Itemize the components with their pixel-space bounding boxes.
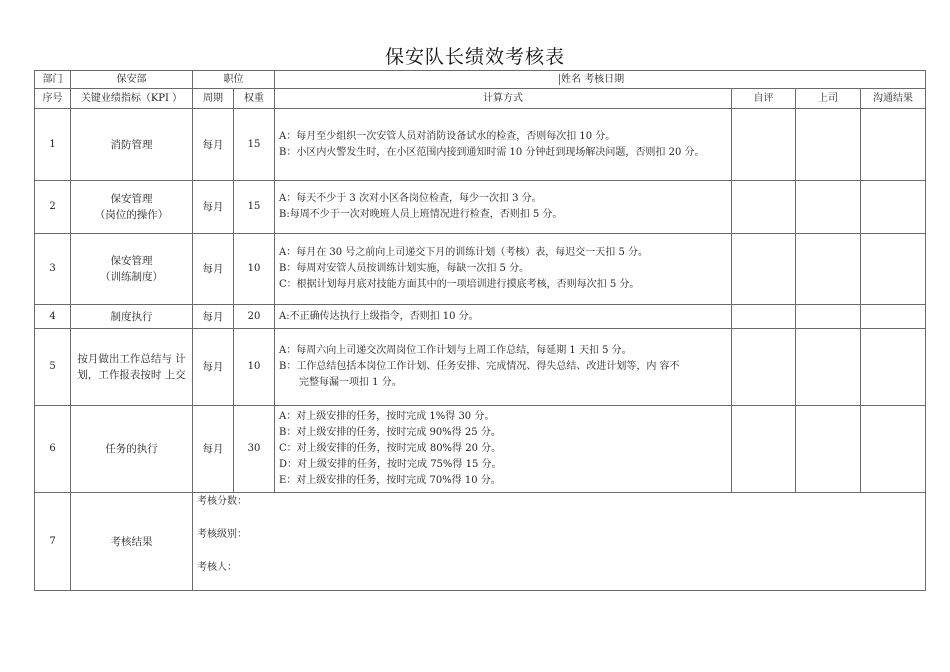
method-line: B：对上级安排的任务，按时完成 90%得 25 分。 [279,427,501,438]
header-kpi: 关键业绩指标（KPI ） [71,89,193,109]
row-seq: 6 [35,406,71,493]
row-seq: 3 [35,234,71,305]
level-field[interactable]: 考核级别： [197,529,247,540]
boss-score-cell[interactable] [796,181,861,234]
result-cell[interactable] [861,329,926,406]
method-line: A：每周六向上司递交次周岗位工作计划与上周工作总结，每延期 1 天扣 5 分。 [279,345,632,356]
table-row [35,181,926,234]
self-score-cell[interactable] [732,181,796,234]
result-cell[interactable] [861,109,926,181]
method-line: A：每月在 30 号之前向上司递交下月的训练计划（考核）表，每迟交一天扣 5 分。 [279,247,649,258]
result-cell[interactable] [861,305,926,329]
self-score-cell[interactable] [732,234,796,305]
method-line: A:不正确传达执行上级指令，否则扣 10 分。 [279,310,479,322]
method-line: B：工作总结包括本岗位工作计划、任务安排、完成情况、得失总结、改进计划等，内 容不 [279,361,680,372]
summary-row [35,493,926,591]
row-weight: 10 [234,234,275,305]
row-weight: 20 [234,305,275,329]
row-kpi: 消防管理 [71,109,193,181]
method-line: 完整每漏一项扣 1 分。 [299,377,402,388]
row-kpi: 保安管理 （训练制度） [71,234,193,305]
reviewer-field[interactable]: 考核人： [197,562,237,573]
kpi-table [34,70,926,591]
summary-label: 考核结果 [71,493,193,591]
method-line: E：对上级安排的任务，按时完成 70%得 10 分。 [279,475,501,486]
boss-score-cell[interactable] [796,329,861,406]
method-line: C：根据计划每月底对技能方面其中的一项培训进行摸底考核，否则每次扣 5 分。 [279,279,640,290]
boss-score-cell[interactable] [796,406,861,493]
row-method [275,305,732,329]
boss-score-cell[interactable] [796,234,861,305]
header-result: 沟通结果 [861,89,926,109]
header-seq: 序号 [35,89,71,109]
row-method [275,406,732,493]
dept-value: 保安部 [71,71,193,89]
header-method: 计算方式 [275,89,732,109]
row-kpi: 保安管理 （岗位的操作） [71,181,193,234]
result-cell[interactable] [861,181,926,234]
row-weight: 15 [234,109,275,181]
position-label: 职位 [193,71,275,89]
method-line: D：对上级安排的任务，按时完成 75%得 15 分。 [279,459,502,470]
table-row [35,305,926,329]
table-row [35,234,926,305]
method-line: B：小区内火警发生时，在小区范围内接到通知时需 10 分钟赶到现场解决问题，否则扣 20 分。 [279,146,705,158]
header-row [35,89,926,109]
name-date-label [275,71,926,89]
table-row [35,109,926,181]
row-method [275,109,732,181]
score-field[interactable]: 考核分数： [197,496,247,507]
method-line: A：每天不少于 3 次对小区各岗位检查，每少一次扣 3 分。 [279,193,542,204]
self-score-cell[interactable] [732,109,796,181]
row-weight: 15 [234,181,275,234]
row-weight: 10 [234,329,275,406]
row-cycle: 每月 [193,109,234,181]
header-cycle: 周期 [193,89,234,109]
row-seq: 2 [35,181,71,234]
header-weight: 权重 [234,89,275,109]
dept-label: 部门 [35,71,71,89]
row-seq: 7 [35,493,71,591]
method-line: B:每周不少于一次对晚班人员上班情况进行检查，否则扣 5 分。 [279,209,563,220]
row-method [275,181,732,234]
row-seq: 4 [35,305,71,329]
result-cell[interactable] [861,234,926,305]
row-cycle: 每月 [193,406,234,493]
row-cycle: 每月 [193,181,234,234]
table-row [35,329,926,406]
method-line: A：对上级安排的任务，按时完成 1%得 30 分。 [279,411,495,422]
self-score-cell[interactable] [732,406,796,493]
row-cycle: 每月 [193,305,234,329]
boss-score-cell[interactable] [796,305,861,329]
self-score-cell[interactable] [732,329,796,406]
method-line: A：每月至少组织一次安管人员对消防设备试水的检查，否则每次扣 10 分。 [279,130,616,142]
page-title: 保安队长绩效考核表 [384,46,565,68]
row-cycle: 每月 [193,234,234,305]
row-weight: 30 [234,406,275,493]
info-row [35,71,926,89]
row-kpi: 任务的执行 [71,406,193,493]
row-method [275,329,732,406]
row-kpi: 制度执行 [71,305,193,329]
method-line: B：每周对安管人员按训练计划实施，每缺一次扣 5 分。 [279,263,530,274]
header-self: 自评 [732,89,796,109]
row-method [275,234,732,305]
row-cycle: 每月 [193,329,234,406]
summary-content [193,493,926,591]
table-row [35,406,926,493]
self-score-cell[interactable] [732,305,796,329]
header-boss: 上司 [796,89,861,109]
row-seq: 1 [35,109,71,181]
boss-score-cell[interactable] [796,109,861,181]
result-cell[interactable] [861,406,926,493]
name-date-text: 姓名 考核日期 [561,73,625,85]
method-line: C：对上级安排的任务，按时完成 80%得 20 分。 [279,443,502,454]
row-kpi: 按月做出工作总结与 计划，工作报表按时 上交 [71,329,193,406]
row-seq: 5 [35,329,71,406]
